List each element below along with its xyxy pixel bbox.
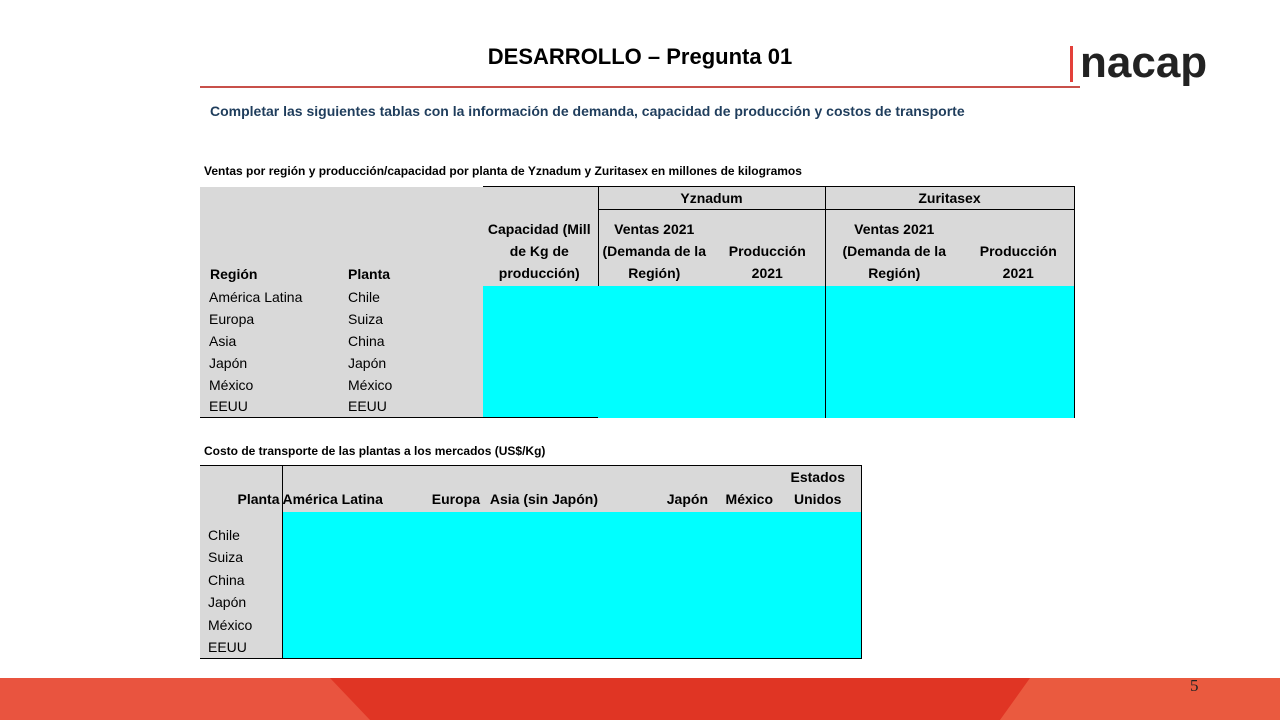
table2-caption: Costo de transporte de las plantas a los mercados (US$/Kg) [204,444,546,458]
header-planta: Planta [200,466,282,513]
header-america-latina: América Latina [282,466,400,513]
plant-mexico: México [208,616,253,633]
row-region: México [200,374,340,396]
row-region: América Latina [200,286,340,308]
header-planta: Planta [348,266,391,282]
header-z-produccion: Producción 2021 [963,210,1074,286]
plant-chile: Chile [208,527,240,543]
table1-caption: Ventas por región y producción/capacidad por planta de Yznadum y Zuritasex en millones de kilogramos [204,164,802,178]
input-zuritasex-block[interactable] [825,286,1074,418]
logo-text: nacap [1080,38,1208,87]
input-yznadum-block[interactable] [598,286,825,418]
logo-bar [1070,46,1073,82]
row-planta: Chile [340,286,483,308]
header-capacidad-cell [483,187,598,286]
page-title: DESARROLLO – Pregunta 01 [487,44,793,69]
header-asia: Asia (sin Japón) [482,466,600,513]
header-y-ventas: Ventas 2021 (Demanda de la Región) [598,210,710,286]
row-region: EEUU [200,396,340,418]
sales-capacity-table [200,186,1075,418]
plant-eeuu: EEUU [208,639,247,656]
header-capacidad: Capacidad (Mill de Kg de producción) [487,220,591,281]
plant-china: China [208,571,245,588]
input-capacidad[interactable] [483,374,598,396]
header-yznadum: Yznadum [598,187,825,210]
footer-band [0,678,1280,720]
header-zuritasex: Zuritasex [825,187,1074,210]
input-cost-block[interactable] [282,512,861,659]
row-region: Japón [200,352,340,374]
input-capacidad[interactable] [483,396,598,418]
input-capacidad[interactable] [483,308,598,330]
header-estados-unidos: Estados Unidos [775,466,861,513]
row-region: Asia [200,330,340,352]
page-number: 5 [1190,676,1199,695]
nacap-logo [1070,38,1240,94]
plant-suiza: Suiza [208,549,244,566]
row-planta: México [340,374,483,396]
title-underline [200,86,1080,88]
header-japon: Japón [600,466,710,513]
row-planta: Suiza [340,308,483,330]
input-capacidad[interactable] [483,352,598,374]
plant-japon: Japón [208,594,247,611]
header-europa: Europa [400,466,482,513]
row-planta: EEUU [340,396,483,418]
header-y-produccion: Producción 2021 [710,210,825,286]
transport-cost-table [200,465,862,659]
header-region: Región [210,266,258,282]
input-capacidad[interactable] [483,330,598,352]
header-mexico: México [710,466,775,513]
row-planta: China [340,330,483,352]
row-region: Europa [200,308,340,330]
header-z-ventas: Ventas 2021 (Demanda de la Región) [825,210,963,286]
plant-list [200,512,282,659]
input-capacidad[interactable] [483,286,598,308]
instructions-text: Completar las siguientes tablas con la información de demanda, capacidad de producción y costos de transporte [210,103,965,119]
row-planta: Japón [340,352,483,374]
